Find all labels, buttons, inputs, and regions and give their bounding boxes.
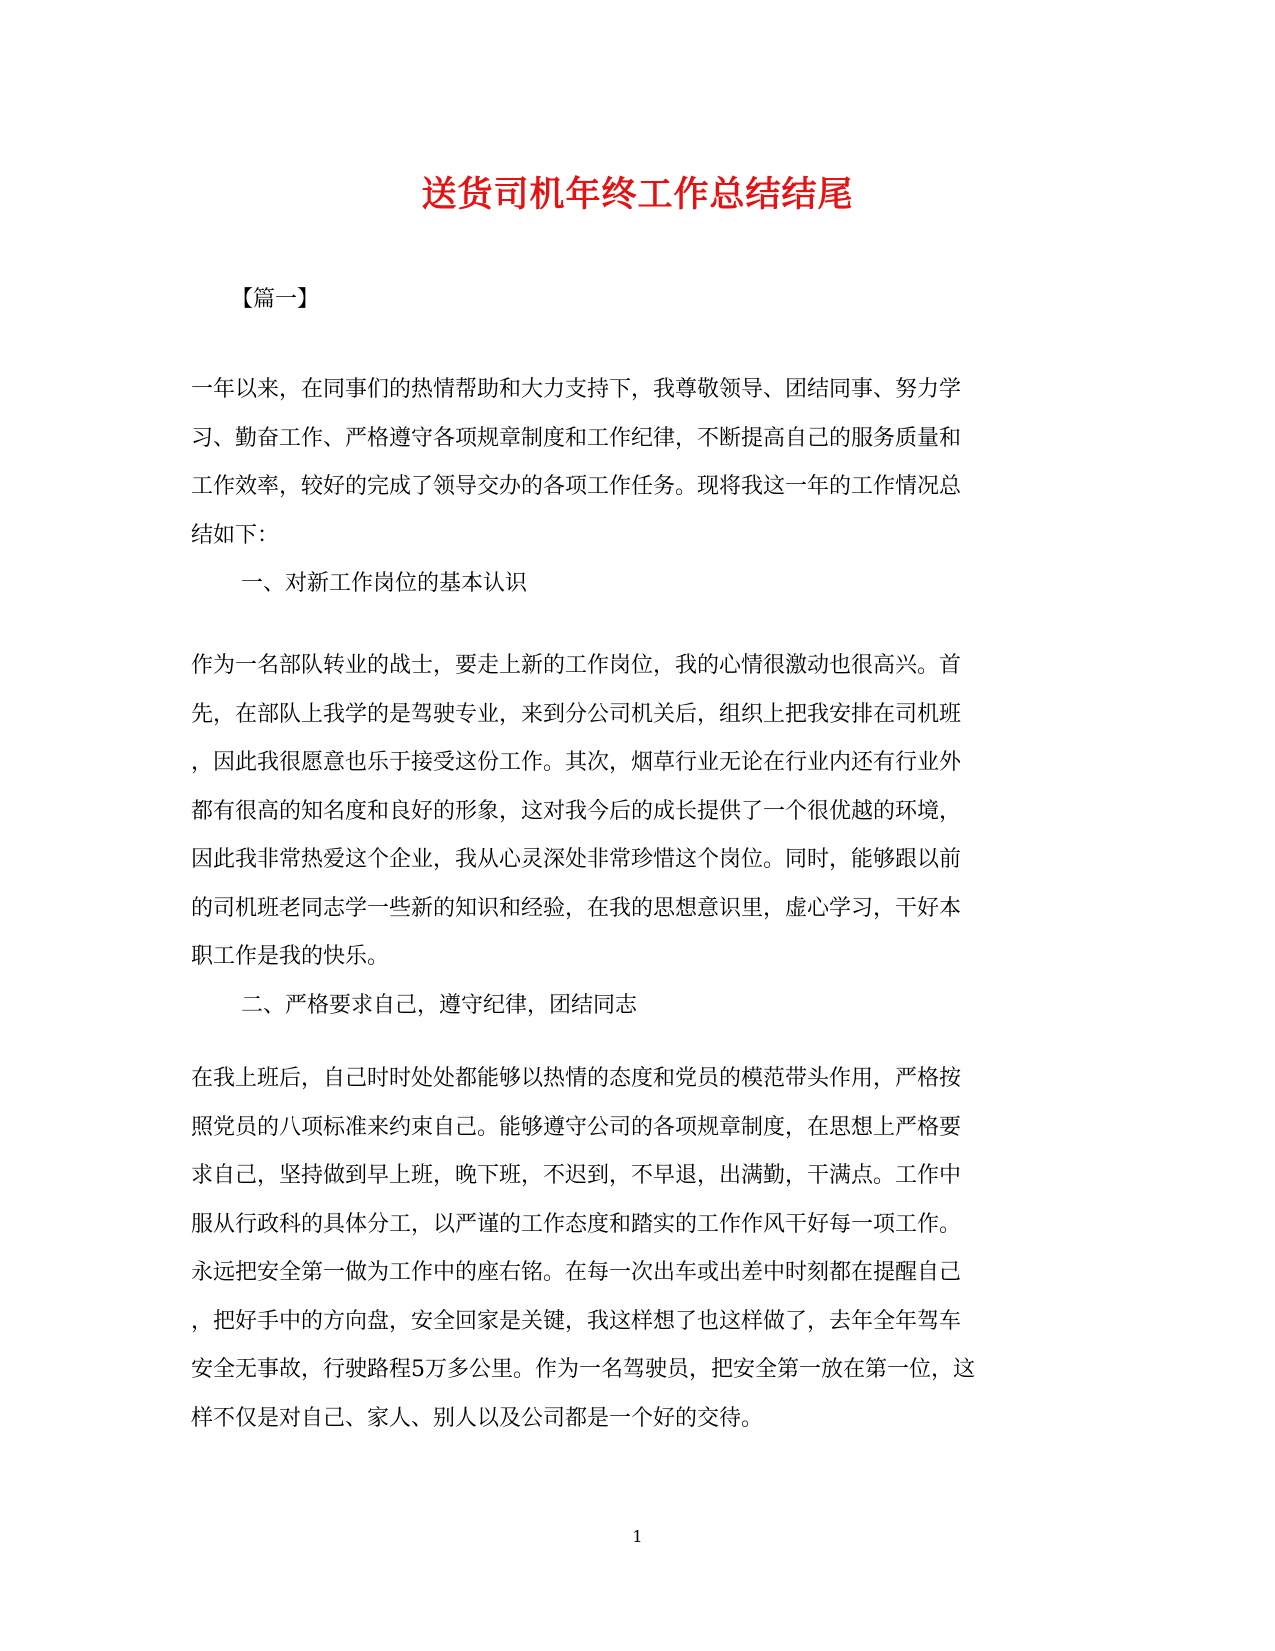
section-tag: 【篇一】	[231, 287, 320, 312]
text-line: 安全无事故，行驶路程5万多公里。作为一名驾驶员，把安全第一放在第一位，这	[191, 1357, 975, 1382]
text-line: 求自己，坚持做到早上班，晚下班，不迟到，不早退，出满勤，干满点。工作中	[191, 1163, 962, 1188]
text-line: 职工作是我的快乐。	[191, 944, 390, 969]
text-line: 都有很高的知名度和良好的形象，这对我今后的成长提供了一个很优越的环境，	[191, 798, 962, 824]
text-line: 一年以来，在同事们的热情帮助和大力支持下，我尊敬领导、团结同事、努力学	[191, 377, 962, 402]
text-line: 习、勤奋工作、严格遵守各项规章制度和工作纪律，不断提高自己的服务质量和	[191, 425, 962, 451]
page-number: 1	[632, 1527, 643, 1546]
text-line: 照党员的八项标准来约束自己。能够遵守公司的各项规章制度，在思想上严格要	[191, 1114, 962, 1140]
text-line: ，把好手中的方向盘，安全回家是关键，我这样想了也这样做了，去年全年驾车	[191, 1308, 962, 1334]
section-heading-2: 二、严格要求自己，遵守纪律，团结同志	[241, 992, 638, 1018]
text-line: 服从行政科的具体分工，以严谨的工作态度和踏实的工作作风干好每一项工作。	[191, 1211, 962, 1237]
paragraph-2	[191, 642, 1076, 1030]
text-line: 先，在部队上我学的是驾驶专业，来到分公司机关后，组织上把我安排在司机班	[191, 701, 962, 727]
document-title: 送货司机年终工作总结结尾	[421, 174, 854, 215]
section-heading-1: 一、对新工作岗位的基本认识	[241, 571, 528, 596]
text-line: 永远把安全第一做为工作中的座右铭。在每一次出车或出差中时刻都在提醒自己	[191, 1260, 962, 1285]
text-line: 作为一名部队转业的战士，要走上新的工作岗位，我的心情很激动也很高兴。首	[191, 653, 962, 678]
text-line: 因此我非常热爱这个企业，我从心灵深处非常珍惜这个岗位。同时，能够跟以前	[191, 847, 962, 872]
text-line: 工作效率，较好的完成了领导交办的各项工作任务。现将我这一年的工作情况总	[191, 474, 962, 499]
text-line: 的司机班老同志学一些新的知识和经验，在我的思想意识里，虚心学习，干好本	[191, 895, 962, 921]
text-line: 样不仅是对自己、家人、别人以及公司都是一个好的交待。	[191, 1405, 764, 1431]
text-line: ，因此我很愿意也乐于接受这份工作。其次，烟草行业无论在行业内还有行业外	[191, 750, 962, 775]
text-line: 在我上班后，自己时时处处都能够以热情的态度和党员的模范带头作用，严格按	[191, 1066, 962, 1091]
paragraph-3	[191, 1055, 1076, 1443]
paragraph-1	[191, 366, 1076, 609]
text-line: 结如下：	[191, 522, 280, 548]
